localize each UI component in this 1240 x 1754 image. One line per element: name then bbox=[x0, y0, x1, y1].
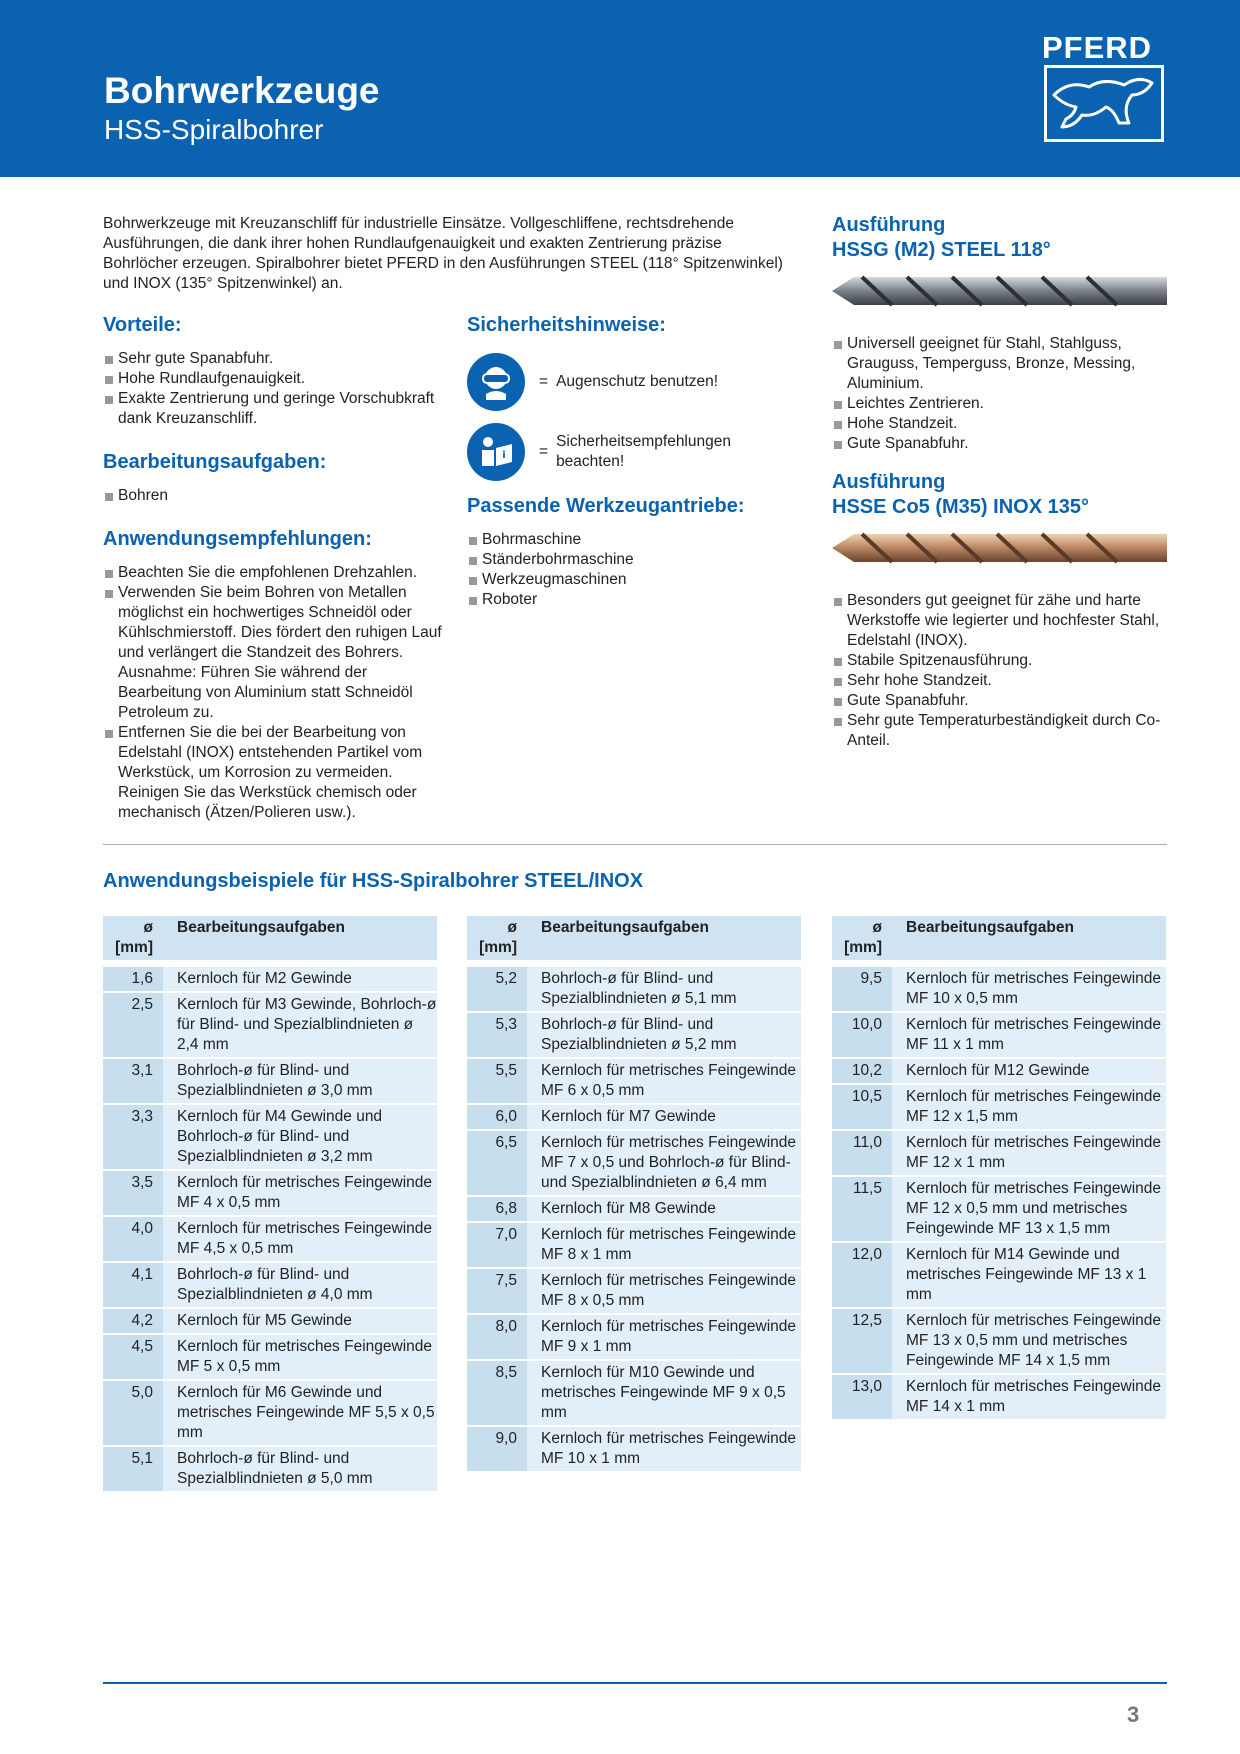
task-cell: Kernloch für metrisches Feingewinde MF 9 x 1 mm bbox=[527, 1315, 801, 1359]
task-header: Bearbeitungsaufgaben bbox=[906, 919, 1074, 936]
task-cell: Kernloch für M7 Gewinde bbox=[527, 1105, 801, 1129]
diameter-cell: 13,0 bbox=[832, 1375, 892, 1419]
task-cell: Bohrloch-ø für Blind- und Spezialblindnieten ø 5,1 mm bbox=[527, 967, 801, 1011]
left-column bbox=[103, 314, 443, 823]
table-row bbox=[103, 1103, 437, 1169]
task-cell: Kernloch für metrisches Feingewinde MF 7 x 0,5 und Bohrloch-ø für Blind- und Spezialblindnieten ø 6,4 mm bbox=[527, 1131, 801, 1195]
task-header: Bearbeitungsaufgaben bbox=[177, 919, 345, 936]
diameter-cell: 5,0 bbox=[103, 1381, 163, 1445]
tables-title: Anwendungsbeispiele für HSS-Spiralbohrer STEEL/INOX bbox=[103, 870, 644, 892]
list-item: Leichtes Zentrieren. bbox=[832, 394, 1172, 414]
list-item: Universell geeignet für Stahl, Stahlguss, Grauguss, Temperguss, Bronze, Messing, Aluminium. bbox=[832, 334, 1172, 394]
list-item: Ständerbohrmaschine bbox=[467, 550, 767, 570]
table-row bbox=[103, 1333, 437, 1379]
table-row bbox=[103, 1215, 437, 1261]
task-cell: Bohrloch-ø für Blind- und Spezialblindnieten ø 5,0 mm bbox=[163, 1447, 437, 1491]
table-row bbox=[467, 965, 801, 1011]
table-row bbox=[103, 1261, 437, 1307]
table-row bbox=[832, 1083, 1166, 1129]
task-cell: Kernloch für metrisches Feingewinde MF 12 x 1 mm bbox=[892, 1131, 1166, 1175]
task-cell: Kernloch für metrisches Feingewinde MF 12 x 0,5 mm und metrisches Feingewinde MF 13 x 1,5 mm bbox=[892, 1177, 1166, 1241]
middle-column bbox=[467, 314, 767, 610]
list-item: Werkzeugmaschinen bbox=[467, 570, 767, 590]
task-cell: Bohrloch-ø für Blind- und Spezialblindnieten ø 4,0 mm bbox=[163, 1263, 437, 1307]
task-cell: Kernloch für metrisches Feingewinde MF 4,5 x 0,5 mm bbox=[163, 1217, 437, 1261]
brand-logo-text: PFERD bbox=[1042, 30, 1153, 65]
diameter-cell: 4,2 bbox=[103, 1309, 163, 1333]
list-item: Beachten Sie die empfohlenen Drehzahlen. bbox=[103, 563, 443, 583]
sicherheit-heading: Sicherheitshinweise: bbox=[467, 314, 666, 336]
ausfuehrung1-label: Ausführung bbox=[832, 214, 946, 236]
right-column bbox=[832, 213, 1172, 751]
task-cell: Kernloch für metrisches Feingewinde MF 10 x 1 mm bbox=[527, 1427, 801, 1471]
anwendung-list bbox=[103, 563, 443, 823]
table-row bbox=[467, 1195, 801, 1221]
task-cell: Kernloch für M6 Gewinde und metrisches Feingewinde MF 5,5 x 0,5 mm bbox=[163, 1381, 437, 1445]
task-cell: Kernloch für metrisches Feingewinde MF 10 x 0,5 mm bbox=[892, 967, 1166, 1011]
list-item: Besonders gut geeignet für zähe und harte Werkstoffe wie legierter und hochfester Stahl, Edelstahl (INOX). bbox=[832, 591, 1172, 651]
table-row bbox=[832, 1175, 1166, 1241]
table-row bbox=[467, 1103, 801, 1129]
table-row bbox=[832, 1307, 1166, 1373]
diameter-cell: 4,0 bbox=[103, 1217, 163, 1261]
table-row bbox=[832, 1129, 1166, 1175]
vorteile-list bbox=[103, 349, 443, 429]
antriebe-list bbox=[467, 530, 767, 610]
table-row bbox=[467, 1313, 801, 1359]
table-row bbox=[467, 1129, 801, 1195]
list-item: Roboter bbox=[467, 590, 767, 610]
list-item: Gute Spanabfuhr. bbox=[832, 691, 1172, 711]
manual-icon bbox=[467, 423, 525, 481]
table-row bbox=[103, 965, 437, 991]
safety-item bbox=[467, 423, 767, 481]
diameter-cell: 7,0 bbox=[467, 1223, 527, 1267]
table-row bbox=[467, 1267, 801, 1313]
bearbeitung-list bbox=[103, 486, 443, 506]
task-cell: Kernloch für M4 Gewinde und Bohrloch-ø für Blind- und Spezialblindnieten ø 3,2 mm bbox=[163, 1105, 437, 1169]
task-cell: Kernloch für metrisches Feingewinde MF 14 x 1 mm bbox=[892, 1375, 1166, 1419]
table-header bbox=[467, 916, 801, 960]
table-row bbox=[103, 1169, 437, 1215]
diameter-header: ø [mm] bbox=[479, 919, 517, 956]
goggles-icon bbox=[467, 353, 525, 411]
steel-drill-image bbox=[832, 271, 1167, 311]
diameter-cell: 3,5 bbox=[103, 1171, 163, 1215]
table-row bbox=[103, 1445, 437, 1491]
diameter-cell: 5,2 bbox=[467, 967, 527, 1011]
diameter-cell: 9,0 bbox=[467, 1427, 527, 1471]
diameter-cell: 11,0 bbox=[832, 1131, 892, 1175]
table-row bbox=[103, 1307, 437, 1333]
diameter-cell: 10,2 bbox=[832, 1059, 892, 1083]
diameter-cell: 5,3 bbox=[467, 1013, 527, 1057]
task-header: Bearbeitungsaufgaben bbox=[541, 919, 709, 936]
ausfuehrung2-title: HSSE Co5 (M35) INOX 135° bbox=[832, 496, 1089, 518]
task-cell: Kernloch für metrisches Feingewinde MF 13 x 0,5 mm und metrisches Feingewinde MF 14 x 1,5 mm bbox=[892, 1309, 1166, 1373]
drill-size-table-1 bbox=[103, 916, 437, 1491]
table-row bbox=[467, 1221, 801, 1267]
table-row bbox=[832, 1011, 1166, 1057]
drill-size-table-2 bbox=[467, 916, 801, 1471]
table-row bbox=[467, 1011, 801, 1057]
table-row bbox=[467, 1057, 801, 1103]
diameter-cell: 11,5 bbox=[832, 1177, 892, 1241]
diameter-cell: 6,8 bbox=[467, 1197, 527, 1221]
list-item: Hohe Standzeit. bbox=[832, 414, 1172, 434]
table-header bbox=[103, 916, 437, 960]
safety-text: Augenschutz benutzen! bbox=[556, 373, 719, 390]
list-item: Sehr gute Spanabfuhr. bbox=[103, 349, 443, 369]
list-item: Bohren bbox=[103, 486, 443, 506]
safety-item bbox=[467, 353, 767, 411]
table-row bbox=[832, 965, 1166, 1011]
ausfuehrung2-list bbox=[832, 591, 1172, 751]
list-item: Stabile Spitzenausführung. bbox=[832, 651, 1172, 671]
task-cell: Kernloch für M12 Gewinde bbox=[892, 1059, 1166, 1083]
diameter-cell: 7,5 bbox=[467, 1269, 527, 1313]
intro-text: Bohrwerkzeuge mit Kreuzanschliff für industrielle Einsätze. Vollgeschliffene, rechtsdrehende Ausführungen, die dank ihrer hohen Rundlaufgenauigkeit und exakten Zentrierung präzise Bohrlöcher erzeugen. Spiralbohrer bietet PFERD in den Ausführungen STEEL (118° Spitzenwinkel) und INOX (135° Spitzenwinkel) an. bbox=[103, 215, 783, 292]
diameter-header: ø [mm] bbox=[844, 919, 882, 956]
inox-drill-image bbox=[832, 528, 1167, 568]
section-divider bbox=[103, 844, 1167, 845]
task-cell: Kernloch für metrisches Feingewinde MF 4 x 0,5 mm bbox=[163, 1171, 437, 1215]
task-cell: Kernloch für metrisches Feingewinde MF 12 x 1,5 mm bbox=[892, 1085, 1166, 1129]
diameter-cell: 2,5 bbox=[103, 993, 163, 1057]
diameter-cell: 3,1 bbox=[103, 1059, 163, 1103]
anwendung-heading: Anwendungsempfehlungen: bbox=[103, 528, 372, 550]
svg-text:i: i bbox=[502, 450, 506, 461]
task-cell: Kernloch für metrisches Feingewinde MF 8 x 1 mm bbox=[527, 1223, 801, 1267]
antriebe-heading: Passende Werkzeugantriebe: bbox=[467, 495, 745, 517]
table-row bbox=[832, 1373, 1166, 1419]
safety-eq: = bbox=[539, 373, 549, 390]
bearbeitung-heading: Bearbeitungsaufgaben: bbox=[103, 451, 327, 473]
diameter-cell: 3,3 bbox=[103, 1105, 163, 1169]
table-row bbox=[467, 1359, 801, 1425]
task-cell: Kernloch für M10 Gewinde und metrisches Feingewinde MF 9 x 0,5 mm bbox=[527, 1361, 801, 1425]
table-header bbox=[832, 916, 1166, 960]
diameter-cell: 6,0 bbox=[467, 1105, 527, 1129]
task-cell: Kernloch für M14 Gewinde und metrisches Feingewinde MF 13 x 1 mm bbox=[892, 1243, 1166, 1307]
list-item: Gute Spanabfuhr. bbox=[832, 434, 1172, 454]
diameter-cell: 10,5 bbox=[832, 1085, 892, 1129]
task-cell: Kernloch für metrisches Feingewinde MF 11 x 1 mm bbox=[892, 1013, 1166, 1057]
safety-text: Sicherheitsempfehlungen beachten! bbox=[556, 433, 731, 470]
diameter-cell: 9,5 bbox=[832, 967, 892, 1011]
task-cell: Kernloch für M2 Gewinde bbox=[163, 967, 437, 991]
diameter-cell: 4,1 bbox=[103, 1263, 163, 1307]
task-cell: Bohrloch-ø für Blind- und Spezialblindnieten ø 3,0 mm bbox=[163, 1059, 437, 1103]
task-cell: Kernloch für M3 Gewinde, Bohrloch-ø für Blind- und Spezialblindnieten ø 2,4 mm bbox=[163, 993, 437, 1057]
table-row bbox=[467, 1425, 801, 1471]
table-row bbox=[103, 1057, 437, 1103]
page-subtitle: HSS-Spiralbohrer bbox=[104, 114, 324, 145]
diameter-cell: 5,1 bbox=[103, 1447, 163, 1491]
list-item: Verwenden Sie beim Bohren von Metallen möglichst ein hochwertiges Schneidöl oder Kühlschmierstoff. Dies fördert den ruhigen Lauf und verlängert die Standzeit des Bohrers. Ausnahme: Führen Sie während der Bearbeitung von Aluminium statt Schneidöl Petroleum zu. bbox=[103, 583, 443, 723]
list-item: Sehr hohe Standzeit. bbox=[832, 671, 1172, 691]
diameter-cell: 5,5 bbox=[467, 1059, 527, 1103]
task-cell: Kernloch für M5 Gewinde bbox=[163, 1309, 437, 1333]
task-cell: Kernloch für M8 Gewinde bbox=[527, 1197, 801, 1221]
vorteile-heading: Vorteile: bbox=[103, 314, 182, 336]
list-item: Hohe Rundlaufgenauigkeit. bbox=[103, 369, 443, 389]
page-header bbox=[0, 0, 1240, 177]
list-item: Bohrmaschine bbox=[467, 530, 767, 550]
list-item: Exakte Zentrierung und geringe Vorschubkraft dank Kreuzanschliff. bbox=[103, 389, 443, 429]
page-title: Bohrwerkzeuge bbox=[104, 70, 380, 111]
table-row bbox=[103, 991, 437, 1057]
table-row bbox=[832, 1057, 1166, 1083]
diameter-header: ø [mm] bbox=[115, 919, 153, 956]
diameter-cell: 6,5 bbox=[467, 1131, 527, 1195]
list-item: Sehr gute Temperaturbeständigkeit durch Co-Anteil. bbox=[832, 711, 1172, 751]
drill-size-table-3 bbox=[832, 916, 1166, 1419]
diameter-cell: 8,0 bbox=[467, 1315, 527, 1359]
diameter-cell: 10,0 bbox=[832, 1013, 892, 1057]
diameter-cell: 8,5 bbox=[467, 1361, 527, 1425]
diameter-cell: 12,5 bbox=[832, 1309, 892, 1373]
task-cell: Kernloch für metrisches Feingewinde MF 5 x 0,5 mm bbox=[163, 1335, 437, 1379]
ausfuehrung2-label: Ausführung bbox=[832, 471, 946, 493]
footer-line bbox=[103, 1682, 1167, 1684]
page-number: 3 bbox=[1127, 1702, 1140, 1727]
diameter-cell: 12,0 bbox=[832, 1243, 892, 1307]
diameter-cell: 1,6 bbox=[103, 967, 163, 991]
task-cell: Kernloch für metrisches Feingewinde MF 6 x 0,5 mm bbox=[527, 1059, 801, 1103]
ausfuehrung1-list bbox=[832, 334, 1172, 454]
safety-eq: = bbox=[539, 443, 549, 460]
task-cell: Bohrloch-ø für Blind- und Spezialblindnieten ø 5,2 mm bbox=[527, 1013, 801, 1057]
table-row bbox=[832, 1241, 1166, 1307]
table-row bbox=[103, 1379, 437, 1445]
diameter-cell: 4,5 bbox=[103, 1335, 163, 1379]
ausfuehrung1-title: HSSG (M2) STEEL 118° bbox=[832, 239, 1051, 261]
task-cell: Kernloch für metrisches Feingewinde MF 8 x 0,5 mm bbox=[527, 1269, 801, 1313]
list-item: Entfernen Sie die bei der Bearbeitung von Edelstahl (INOX) entstehenden Partikel vom Werkstück, um Korrosion zu vermeiden. Reinigen Sie das Werkstück chemisch oder mechanisch (Ätzen/Polieren usw.). bbox=[103, 723, 443, 823]
horse-logo-icon bbox=[1044, 65, 1164, 142]
